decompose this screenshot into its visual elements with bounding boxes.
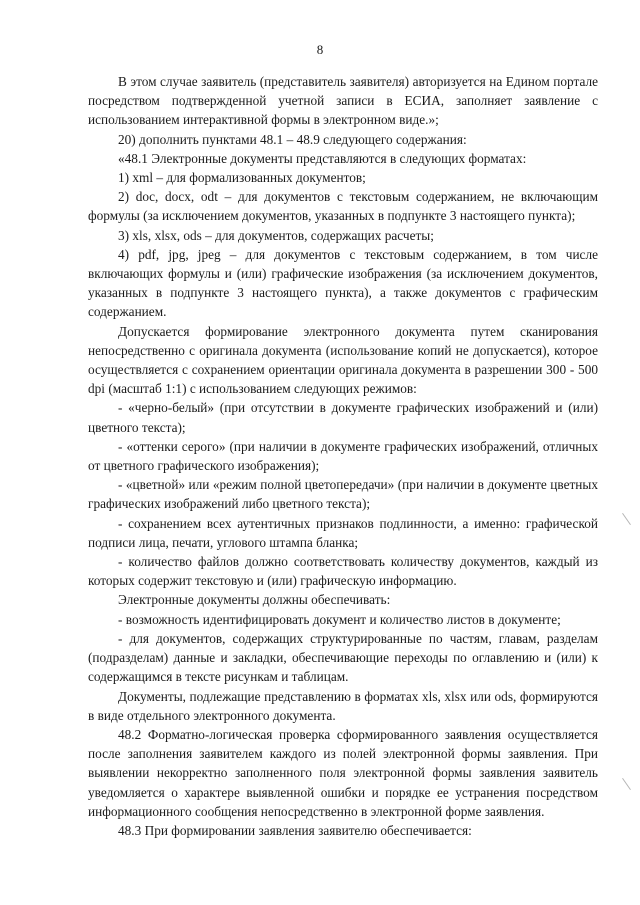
list-item-mode-color: - «цветной» или «режим полной цветопередачи» (при наличии в документе цветных графических изображений либо цветного текста); xyxy=(88,477,598,512)
paragraph-spreadsheets: Документы, подлежащие представлению в форматах xls, xlsx или ods, формируются в виде отдельного электронного документа. xyxy=(88,688,598,723)
scan-artifact xyxy=(622,778,631,790)
list-item-mode-bw: - «черно-белый» (при отсутствии в документе графических изображений и (или) цветного текста); xyxy=(88,400,598,435)
paragraph-requirements-intro: Электронные документы должны обеспечивать: xyxy=(118,592,391,608)
paragraph-48-3: 48.3 При формировании заявления заявителю обеспечивается: xyxy=(118,822,472,838)
list-item-format-1: 1) xml – для формализованных документов; xyxy=(118,170,366,186)
list-item-format-4: 4) pdf, jpg, jpeg – для документов с текстовым содержанием, в том числе включающих формулы и (или) графические изображения (за исключением документов, указанных в подпункте 3 настоящего пункта), а также документов с графическим содержанием. xyxy=(88,246,598,320)
paragraph-scanning: Допускается формирование электронного документа путем сканирования непосредственно с оригинала документа (использование копий не допускается), которое осуществляется с сохранением ориентации оригинала документа в разрешении 300 - 500 dpi (масштаб 1:1) с использованием следующих режимов: xyxy=(88,323,598,397)
list-item-bookmarks: - для документов, содержащих структурированные по частям, главам, разделам (подразделам) данные и закладки, обеспечивающие переходы по оглавлению и (или) к содержащимся в тексте рисункам и таблицам. xyxy=(88,630,598,685)
paragraph-esia-authorization: В этом случае заявитель (представитель заявителя) авторизуется на Едином портале посредством подтвержденной учетной записи в ЕСИА, заполняет заявление с использованием интерактивной формы в электронном виде.»; xyxy=(88,74,598,128)
paragraph-amendment-20: 20) дополнить пунктами 48.1 – 48.9 следующего содержания: xyxy=(118,131,467,147)
paragraph-48-2: 48.2 Форматно-логическая проверка сформированного заявления осуществляется после заполнения заявителем каждого из полей электронной формы заявления. При выявлении некорректно заполненного поля электронной формы заявления заявитель уведомляется о характере выявленной ошибки и порядке ее устранения посредством информационного сообщения непосредственно в электронной форме заявления. xyxy=(88,726,598,819)
list-item-identify: - возможность идентифицировать документ и количество листов в документе; xyxy=(118,611,561,627)
list-item-mode-grayscale: - «оттенки серого» (при наличии в документе графических изображений, отличных от цветного графического изображения); xyxy=(88,438,598,474)
scan-artifact xyxy=(622,513,631,525)
list-item-authenticity: - сохранением всех аутентичных признаков подлинности, а именно: графической подписи лица, печати, углового штампа бланка; xyxy=(88,515,598,550)
list-item-format-2: 2) doc, docx, odt – для документов с текстовым содержанием, не включающим формулы (за исключением документов, указанных в подпункте 3 настоящего пункта); xyxy=(88,189,598,224)
page-number: 8 xyxy=(316,42,324,57)
list-item-file-count: - количество файлов должно соответствовать количеству документов, каждый из которых содержит текстовую и (или) графическую информацию. xyxy=(88,554,598,589)
paragraph-48-1-intro: «48.1 Электронные документы представляются в следующих форматах: xyxy=(118,150,527,166)
list-item-format-3: 3) xls, xlsx, ods – для документов, содержащих расчеты; xyxy=(118,227,434,243)
document-body xyxy=(88,72,598,840)
